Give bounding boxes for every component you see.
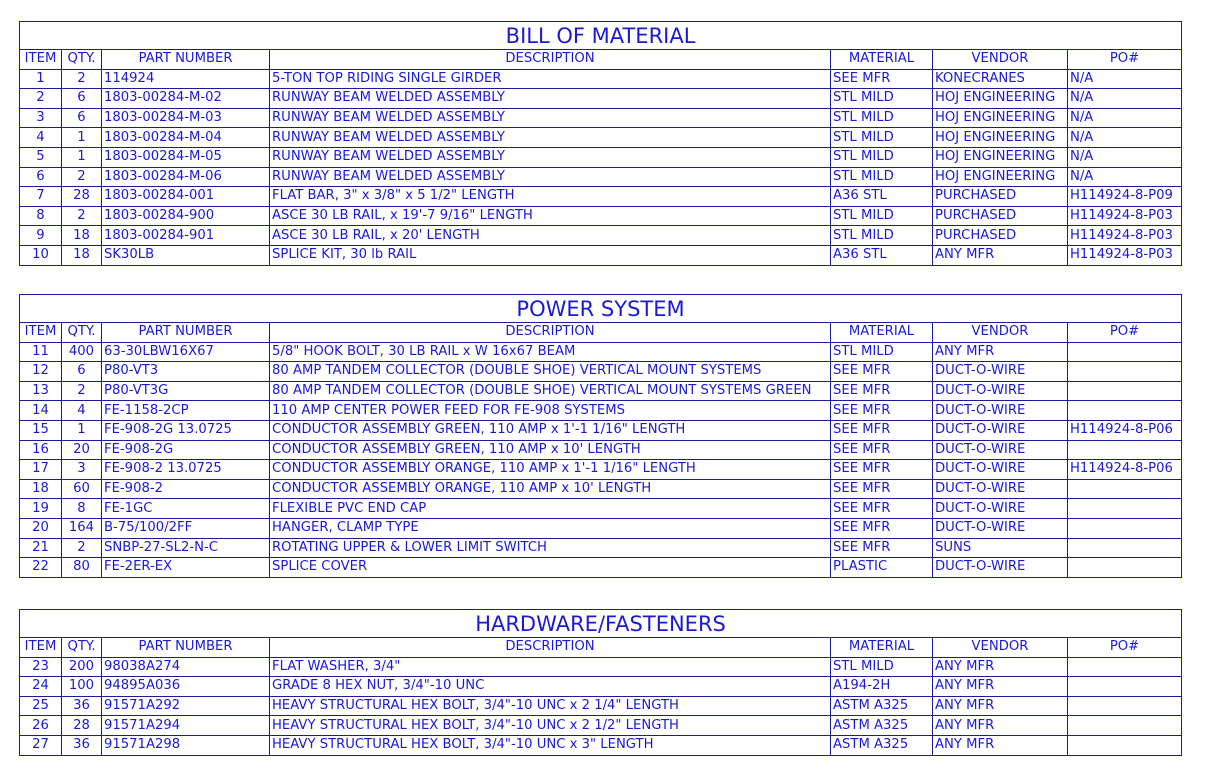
column-header-part-number: PART NUMBER [102, 638, 270, 658]
table-row [20, 460, 1182, 480]
column-header-description: DESCRIPTION [270, 323, 831, 343]
vendor-cell: KONECRANES [933, 69, 1068, 89]
table-row [20, 381, 1182, 401]
part-number-cell: P80-VT3 [102, 362, 270, 382]
table-row [20, 69, 1182, 89]
po-cell [1068, 381, 1182, 401]
qty-cell: 3 [62, 460, 102, 480]
item-cell: 1 [20, 69, 62, 89]
table-row [20, 187, 1182, 207]
column-header-part-number: PART NUMBER [102, 323, 270, 343]
item-cell: 5 [20, 147, 62, 167]
qty-cell: 6 [62, 89, 102, 109]
table-row [20, 518, 1182, 538]
column-header-po: PO# [1068, 323, 1182, 343]
material-cell: ASTM A325 [831, 696, 933, 716]
material-cell: SEE MFR [831, 381, 933, 401]
item-cell: 9 [20, 226, 62, 246]
table-row [20, 696, 1182, 716]
qty-cell: 28 [62, 187, 102, 207]
part-number-cell: SNBP-27-SL2-N-C [102, 538, 270, 558]
po-cell: H114924-8-P03 [1068, 206, 1182, 226]
description-cell: SPLICE COVER [270, 558, 831, 578]
item-cell: 6 [20, 167, 62, 187]
po-cell: H114924-8-P03 [1068, 226, 1182, 246]
description-cell: RUNWAY BEAM WELDED ASSEMBLY [270, 128, 831, 148]
material-cell: SEE MFR [831, 518, 933, 538]
item-cell: 27 [20, 735, 62, 755]
qty-cell: 20 [62, 440, 102, 460]
table-row [20, 226, 1182, 246]
vendor-cell: DUCT-O-WIRE [933, 440, 1068, 460]
part-number-cell: FE-908-2G 13.0725 [102, 420, 270, 440]
po-cell [1068, 696, 1182, 716]
description-cell: FLEXIBLE PVC END CAP [270, 499, 831, 519]
material-cell: SEE MFR [831, 460, 933, 480]
description-cell: HEAVY STRUCTURAL HEX BOLT, 3/4"-10 UNC x 3" LENGTH [270, 735, 831, 755]
description-cell: RUNWAY BEAM WELDED ASSEMBLY [270, 147, 831, 167]
table-row [20, 245, 1182, 265]
part-number-cell: 1803-00284-M-03 [102, 108, 270, 128]
po-cell [1068, 401, 1182, 421]
material-cell: PLASTIC [831, 558, 933, 578]
qty-cell: 400 [62, 342, 102, 362]
description-cell: CONDUCTOR ASSEMBLY GREEN, 110 AMP x 1'-1 1/16" LENGTH [270, 420, 831, 440]
po-cell: H114924-8-P06 [1068, 460, 1182, 480]
part-number-cell: 91571A292 [102, 696, 270, 716]
description-cell: ASCE 30 LB RAIL, x 20' LENGTH [270, 226, 831, 246]
vendor-cell: HOJ ENGINEERING [933, 108, 1068, 128]
po-cell: N/A [1068, 147, 1182, 167]
description-cell: 80 AMP TANDEM COLLECTOR (DOUBLE SHOE) VERTICAL MOUNT SYSTEMS GREEN [270, 381, 831, 401]
description-cell: CONDUCTOR ASSEMBLY ORANGE, 110 AMP x 1'-1 1/16" LENGTH [270, 460, 831, 480]
description-cell: FLAT BAR, 3" x 3/8" x 5 1/2" LENGTH [270, 187, 831, 207]
table-row [20, 401, 1182, 421]
item-cell: 17 [20, 460, 62, 480]
item-cell: 21 [20, 538, 62, 558]
table-title-row [20, 610, 1182, 638]
column-header-po: PO# [1068, 50, 1182, 70]
table-row [20, 108, 1182, 128]
item-cell: 13 [20, 381, 62, 401]
power-system-table [19, 294, 1182, 578]
table-row [20, 479, 1182, 499]
material-cell: SEE MFR [831, 440, 933, 460]
table-row [20, 558, 1182, 578]
material-cell: SEE MFR [831, 69, 933, 89]
table-row [20, 362, 1182, 382]
vendor-cell: DUCT-O-WIRE [933, 558, 1068, 578]
item-cell: 7 [20, 187, 62, 207]
material-cell: SEE MFR [831, 479, 933, 499]
material-cell: A194-2H [831, 677, 933, 697]
header-row [20, 50, 1182, 70]
item-cell: 20 [20, 518, 62, 538]
po-cell: N/A [1068, 128, 1182, 148]
part-number-cell: 91571A298 [102, 735, 270, 755]
vendor-cell: HOJ ENGINEERING [933, 147, 1068, 167]
po-cell [1068, 342, 1182, 362]
table-title-row [20, 295, 1182, 323]
table-row [20, 89, 1182, 109]
po-cell [1068, 716, 1182, 736]
column-header-material: MATERIAL [831, 50, 933, 70]
description-cell: 80 AMP TANDEM COLLECTOR (DOUBLE SHOE) VERTICAL MOUNT SYSTEMS [270, 362, 831, 382]
part-number-cell: 114924 [102, 69, 270, 89]
vendor-cell: DUCT-O-WIRE [933, 460, 1068, 480]
description-cell: CONDUCTOR ASSEMBLY GREEN, 110 AMP x 10' LENGTH [270, 440, 831, 460]
part-number-cell: 1803-00284-M-06 [102, 167, 270, 187]
description-cell: ROTATING UPPER & LOWER LIMIT SWITCH [270, 538, 831, 558]
vendor-cell: DUCT-O-WIRE [933, 479, 1068, 499]
qty-cell: 2 [62, 381, 102, 401]
vendor-cell: ANY MFR [933, 696, 1068, 716]
qty-cell: 18 [62, 226, 102, 246]
description-cell: CONDUCTOR ASSEMBLY ORANGE, 110 AMP x 10' LENGTH [270, 479, 831, 499]
column-header-qty: QTY. [62, 323, 102, 343]
table-title-row [20, 22, 1182, 50]
description-cell: HANGER, CLAMP TYPE [270, 518, 831, 538]
part-number-cell: FE-2ER-EX [102, 558, 270, 578]
column-header-item: ITEM [20, 50, 62, 70]
vendor-cell: DUCT-O-WIRE [933, 499, 1068, 519]
item-cell: 2 [20, 89, 62, 109]
material-cell: STL MILD [831, 206, 933, 226]
item-cell: 18 [20, 479, 62, 499]
material-cell: STL MILD [831, 128, 933, 148]
table-row [20, 657, 1182, 677]
item-cell: 15 [20, 420, 62, 440]
item-cell: 4 [20, 128, 62, 148]
vendor-cell: HOJ ENGINEERING [933, 167, 1068, 187]
column-header-part-number: PART NUMBER [102, 50, 270, 70]
material-cell: STL MILD [831, 226, 933, 246]
column-header-po: PO# [1068, 638, 1182, 658]
vendor-cell: DUCT-O-WIRE [933, 381, 1068, 401]
part-number-cell: 1803-00284-M-04 [102, 128, 270, 148]
qty-cell: 1 [62, 147, 102, 167]
qty-cell: 200 [62, 657, 102, 677]
description-cell: HEAVY STRUCTURAL HEX BOLT, 3/4"-10 UNC x 2 1/4" LENGTH [270, 696, 831, 716]
material-cell: STL MILD [831, 147, 933, 167]
vendor-cell: HOJ ENGINEERING [933, 89, 1068, 109]
description-cell: RUNWAY BEAM WELDED ASSEMBLY [270, 108, 831, 128]
part-number-cell: 1803-00284-001 [102, 187, 270, 207]
qty-cell: 60 [62, 479, 102, 499]
description-cell: 5/8" HOOK BOLT, 30 LB RAIL x W 16x67 BEAM [270, 342, 831, 362]
part-number-cell: FE-1GC [102, 499, 270, 519]
vendor-cell: DUCT-O-WIRE [933, 518, 1068, 538]
description-cell: SPLICE KIT, 30 lb RAIL [270, 245, 831, 265]
qty-cell: 18 [62, 245, 102, 265]
table-row [20, 128, 1182, 148]
table-row [20, 735, 1182, 755]
vendor-cell: ANY MFR [933, 342, 1068, 362]
po-cell [1068, 479, 1182, 499]
item-cell: 24 [20, 677, 62, 697]
header-row [20, 638, 1182, 658]
po-cell: N/A [1068, 108, 1182, 128]
part-number-cell: 98038A274 [102, 657, 270, 677]
po-cell [1068, 518, 1182, 538]
part-number-cell: P80-VT3G [102, 381, 270, 401]
item-cell: 22 [20, 558, 62, 578]
qty-cell: 1 [62, 420, 102, 440]
po-cell [1068, 362, 1182, 382]
item-cell: 16 [20, 440, 62, 460]
part-number-cell: SK30LB [102, 245, 270, 265]
vendor-cell: ANY MFR [933, 657, 1068, 677]
item-cell: 10 [20, 245, 62, 265]
qty-cell: 28 [62, 716, 102, 736]
qty-cell: 36 [62, 696, 102, 716]
table-row [20, 420, 1182, 440]
table-row [20, 538, 1182, 558]
column-header-qty: QTY. [62, 638, 102, 658]
material-cell: SEE MFR [831, 362, 933, 382]
item-cell: 11 [20, 342, 62, 362]
material-cell: SEE MFR [831, 420, 933, 440]
column-header-description: DESCRIPTION [270, 638, 831, 658]
item-cell: 12 [20, 362, 62, 382]
table-title: POWER SYSTEM [20, 295, 1182, 323]
material-cell: A36 STL [831, 245, 933, 265]
column-header-qty: QTY. [62, 50, 102, 70]
material-cell: STL MILD [831, 167, 933, 187]
po-cell: N/A [1068, 167, 1182, 187]
part-number-cell: 1803-00284-901 [102, 226, 270, 246]
po-cell: H114924-8-P09 [1068, 187, 1182, 207]
description-cell: RUNWAY BEAM WELDED ASSEMBLY [270, 167, 831, 187]
part-number-cell: FE-908-2G [102, 440, 270, 460]
table-row [20, 342, 1182, 362]
po-cell [1068, 735, 1182, 755]
po-cell: H114924-8-P03 [1068, 245, 1182, 265]
vendor-cell: PURCHASED [933, 187, 1068, 207]
description-cell: GRADE 8 HEX NUT, 3/4"-10 UNC [270, 677, 831, 697]
po-cell [1068, 538, 1182, 558]
item-cell: 19 [20, 499, 62, 519]
column-header-vendor: VENDOR [933, 50, 1068, 70]
part-number-cell: FE-908-2 13.0725 [102, 460, 270, 480]
description-cell: 110 AMP CENTER POWER FEED FOR FE-908 SYSTEMS [270, 401, 831, 421]
column-header-material: MATERIAL [831, 323, 933, 343]
column-header-item: ITEM [20, 638, 62, 658]
qty-cell: 2 [62, 69, 102, 89]
material-cell: STL MILD [831, 342, 933, 362]
column-header-description: DESCRIPTION [270, 50, 831, 70]
bill-of-material-table [19, 21, 1182, 266]
vendor-cell: ANY MFR [933, 245, 1068, 265]
vendor-cell: ANY MFR [933, 716, 1068, 736]
qty-cell: 1 [62, 128, 102, 148]
column-header-vendor: VENDOR [933, 638, 1068, 658]
qty-cell: 8 [62, 499, 102, 519]
vendor-cell: DUCT-O-WIRE [933, 401, 1068, 421]
part-number-cell: 63-30LBW16X67 [102, 342, 270, 362]
column-header-item: ITEM [20, 323, 62, 343]
qty-cell: 4 [62, 401, 102, 421]
po-cell [1068, 499, 1182, 519]
description-cell: HEAVY STRUCTURAL HEX BOLT, 3/4"-10 UNC x 2 1/2" LENGTH [270, 716, 831, 736]
table-row [20, 716, 1182, 736]
po-cell [1068, 440, 1182, 460]
material-cell: ASTM A325 [831, 735, 933, 755]
po-cell [1068, 677, 1182, 697]
part-number-cell: 1803-00284-M-02 [102, 89, 270, 109]
item-cell: 3 [20, 108, 62, 128]
hardware-fasteners-table [19, 609, 1182, 756]
item-cell: 8 [20, 206, 62, 226]
item-cell: 25 [20, 696, 62, 716]
part-number-cell: 1803-00284-M-05 [102, 147, 270, 167]
qty-cell: 2 [62, 167, 102, 187]
item-cell: 26 [20, 716, 62, 736]
part-number-cell: FE-1158-2CP [102, 401, 270, 421]
column-header-vendor: VENDOR [933, 323, 1068, 343]
item-cell: 14 [20, 401, 62, 421]
column-header-material: MATERIAL [831, 638, 933, 658]
material-cell: SEE MFR [831, 538, 933, 558]
header-row [20, 323, 1182, 343]
table-row [20, 167, 1182, 187]
part-number-cell: 1803-00284-900 [102, 206, 270, 226]
vendor-cell: PURCHASED [933, 226, 1068, 246]
po-cell: H114924-8-P06 [1068, 420, 1182, 440]
po-cell: N/A [1068, 89, 1182, 109]
description-cell: RUNWAY BEAM WELDED ASSEMBLY [270, 89, 831, 109]
qty-cell: 36 [62, 735, 102, 755]
vendor-cell: PURCHASED [933, 206, 1068, 226]
qty-cell: 6 [62, 362, 102, 382]
qty-cell: 6 [62, 108, 102, 128]
po-cell [1068, 558, 1182, 578]
material-cell: STL MILD [831, 657, 933, 677]
vendor-cell: DUCT-O-WIRE [933, 362, 1068, 382]
table-row [20, 440, 1182, 460]
vendor-cell: HOJ ENGINEERING [933, 128, 1068, 148]
qty-cell: 2 [62, 538, 102, 558]
qty-cell: 164 [62, 518, 102, 538]
table-title: BILL OF MATERIAL [20, 22, 1182, 50]
vendor-cell: ANY MFR [933, 735, 1068, 755]
material-cell: STL MILD [831, 89, 933, 109]
material-cell: SEE MFR [831, 401, 933, 421]
qty-cell: 100 [62, 677, 102, 697]
table-row [20, 147, 1182, 167]
vendor-cell: SUNS [933, 538, 1068, 558]
vendor-cell: ANY MFR [933, 677, 1068, 697]
part-number-cell: B-75/100/2FF [102, 518, 270, 538]
table-row [20, 677, 1182, 697]
description-cell: ASCE 30 LB RAIL, x 19'-7 9/16" LENGTH [270, 206, 831, 226]
vendor-cell: DUCT-O-WIRE [933, 420, 1068, 440]
description-cell: FLAT WASHER, 3/4" [270, 657, 831, 677]
po-cell [1068, 657, 1182, 677]
table-title: HARDWARE/FASTENERS [20, 610, 1182, 638]
material-cell: A36 STL [831, 187, 933, 207]
table-row [20, 499, 1182, 519]
description-cell: 5-TON TOP RIDING SINGLE GIRDER [270, 69, 831, 89]
qty-cell: 80 [62, 558, 102, 578]
part-number-cell: FE-908-2 [102, 479, 270, 499]
part-number-cell: 91571A294 [102, 716, 270, 736]
table-row [20, 206, 1182, 226]
item-cell: 23 [20, 657, 62, 677]
material-cell: ASTM A325 [831, 716, 933, 736]
po-cell: N/A [1068, 69, 1182, 89]
qty-cell: 2 [62, 206, 102, 226]
material-cell: SEE MFR [831, 499, 933, 519]
material-cell: STL MILD [831, 108, 933, 128]
part-number-cell: 94895A036 [102, 677, 270, 697]
